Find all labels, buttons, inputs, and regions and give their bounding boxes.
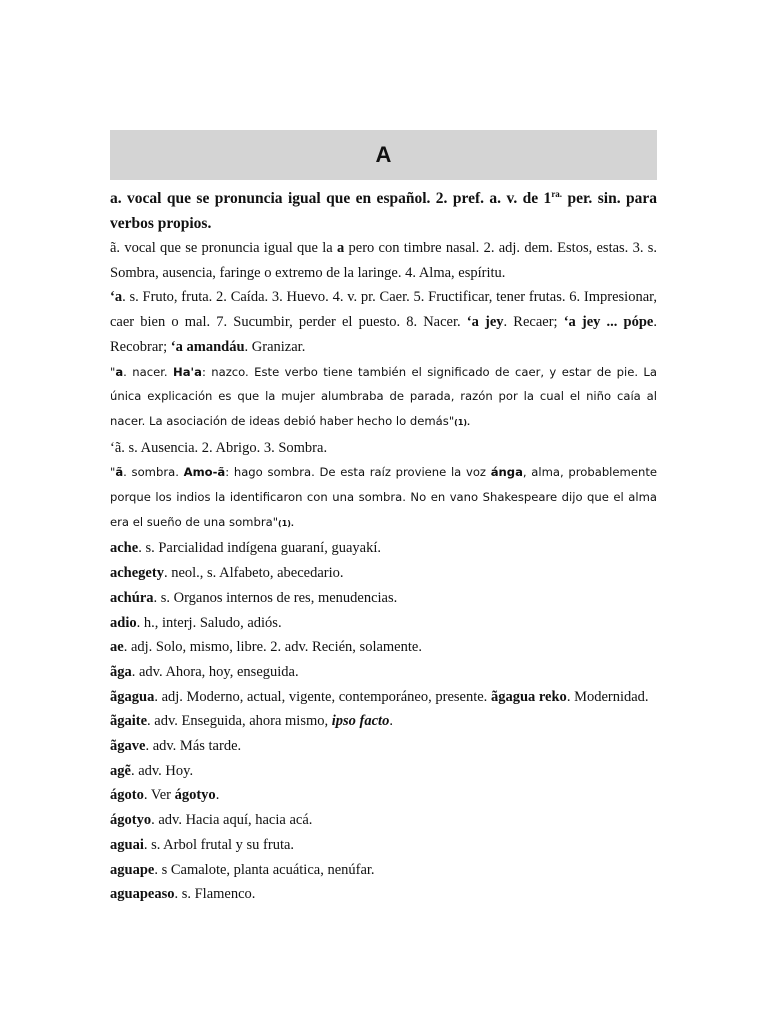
- entry-text: . Recaer;: [503, 314, 564, 331]
- headword: aguai: [110, 836, 144, 853]
- entry-text: . s. Arbol frutal y su fruta.: [143, 836, 295, 853]
- dictionary-entry: [110, 635, 657, 660]
- entry-text: . adj. Solo, mismo, libre. 2. adv. Recién, solamente.: [123, 639, 422, 656]
- section-letter-header: [110, 130, 657, 180]
- entry-text: pero con timbre nasal. 2. adj. dem. Estos, estas. 3. s. Sombra, ausencia, faringe o extremo de la laringe. 4. Alma, espíritu.: [110, 240, 657, 281]
- headword: ágoto: [110, 787, 144, 804]
- entry-list: [110, 186, 657, 907]
- entry-text: . adv. Ahora, hoy, enseguida.: [131, 663, 299, 680]
- entry-text: . neol., s. Alfabeto, abecedario.: [163, 565, 344, 582]
- dictionary-entry: [110, 709, 657, 734]
- entry-text: ‘ã. s. Ausencia. 2. Abrigo. 3. Sombra.: [110, 439, 328, 456]
- entry-text: per. sin. para verbos propios.: [110, 190, 657, 232]
- bold-term: a: [115, 364, 124, 379]
- entry-text: . adv. Hacia aquí, hacia acá.: [151, 812, 313, 829]
- footnote-ref: (1).: [278, 518, 294, 528]
- entry-text: . s. Parcialidad indígena guaraní, guayakí.: [138, 540, 381, 557]
- bold-term: ánga: [490, 465, 523, 480]
- bold-term: Ha'a: [173, 364, 202, 379]
- dictionary-entry: [110, 685, 657, 710]
- bold-term: ‘a jey: [466, 314, 504, 331]
- entry-text: . Ver: [143, 787, 175, 804]
- bold-term: ãgagua reko: [490, 688, 567, 705]
- entry-text: . adj. Moderno, actual, vigente, contemporáneo, presente.: [154, 688, 491, 705]
- headword: ãga: [110, 663, 132, 680]
- dictionary-entry: [110, 833, 657, 858]
- dictionary-entry: [110, 285, 657, 359]
- dictionary-entry: [110, 236, 657, 285]
- entry-text: ": [110, 364, 116, 379]
- bold-term: ‘a amandáu: [170, 338, 245, 355]
- headword: ãgave: [110, 738, 146, 755]
- section-letter: A: [375, 142, 392, 167]
- entry-text: , alma, probablemente porque los indios la identificaron con una sombra. No en vano Shakespeare dijo que el alma era el sueño de una sombra": [110, 465, 657, 529]
- headword: ágotyo: [110, 812, 152, 829]
- dictionary-entry: [110, 759, 657, 784]
- quoted-note: [110, 460, 657, 536]
- superscript: ra.: [551, 188, 563, 199]
- headword: achegety: [110, 565, 164, 582]
- entry-text: . h., interj. Saludo, adiós.: [136, 614, 282, 631]
- bold-term: a: [337, 240, 345, 256]
- headword: ãgagua: [110, 688, 155, 705]
- dictionary-entry: [110, 561, 657, 586]
- dictionary-entry: [110, 882, 657, 907]
- italic-term: ipso facto: [331, 713, 390, 730]
- bold-term: ágotyo: [174, 787, 216, 804]
- entry-text: . Modernidad.: [566, 688, 649, 705]
- dictionary-entry: [110, 660, 657, 685]
- headword: a: [110, 190, 118, 207]
- dictionary-entry: [110, 858, 657, 883]
- dictionary-entry: [110, 186, 657, 236]
- headword: aguape: [110, 861, 155, 878]
- headword: agẽ: [110, 762, 131, 779]
- entry-text: ": [110, 465, 116, 480]
- dictionary-entry: [110, 808, 657, 833]
- footnote-ref: (1).: [454, 417, 471, 427]
- entry-text: . Granizar.: [244, 338, 306, 355]
- bold-term: Amo-ã: [183, 465, 226, 480]
- entry-text: . vocal que se pronuncia igual que en español. 2. pref. a. v. de 1: [117, 190, 552, 207]
- dictionary-entry: [110, 436, 657, 461]
- entry-text: . adv. Hoy.: [130, 762, 194, 779]
- entry-text: . adv. Más tarde.: [145, 738, 242, 755]
- dictionary-entry: [110, 734, 657, 759]
- entry-text: . s. Organos internos de res, menudencias.: [153, 589, 398, 606]
- bold-term: ‘a jey ... pópe: [563, 314, 654, 331]
- entry-text: . s Camalote, planta acuática, nenúfar.: [154, 861, 375, 878]
- headword: ‘a: [110, 289, 123, 306]
- headword: adio: [110, 614, 137, 631]
- entry-text: . nacer.: [123, 364, 174, 379]
- headword: aguapeaso: [110, 886, 175, 903]
- quoted-note: [110, 360, 657, 436]
- entry-text: : nazco. Este verbo tiene también el significado de caer, y estar de pie. La única explicación es que la mujer alumbraba de parada, razón por la cual el niño caía al nacer. La asociación de ideas debió haber hecho lo demás": [110, 364, 657, 428]
- dictionary-entry: [110, 783, 657, 808]
- entry-text: .: [389, 713, 393, 730]
- entry-text: . s. Flamenco.: [174, 886, 256, 903]
- headword: ache: [110, 540, 139, 557]
- entry-text: . s. Fruto, fruta. 2. Caída. 3. Huevo. 4. v. pr. Caer. 5. Fructificar, tener frutas. 6. Impresionar, caer bien o mal. 7. Sucumbir, perder el puesto. 8. Nacer.: [110, 289, 657, 331]
- dictionary-entry: [110, 611, 657, 636]
- headword: ãgaite: [110, 713, 148, 730]
- dictionary-entry: [110, 586, 657, 611]
- entry-text: . adv. Enseguida, ahora mismo,: [147, 713, 332, 730]
- entry-text: : hago sombra. De esta raíz proviene la voz: [225, 465, 491, 480]
- bold-term: ã: [115, 465, 124, 480]
- headword: ae: [110, 639, 124, 656]
- headword: achúra: [110, 589, 154, 606]
- dictionary-entry: [110, 536, 657, 561]
- entry-text: .: [215, 787, 220, 804]
- entry-text: . sombra.: [123, 465, 184, 480]
- entry-text: . Recobrar;: [110, 314, 657, 355]
- entry-text: ã. vocal que se pronuncia igual que la: [110, 240, 337, 256]
